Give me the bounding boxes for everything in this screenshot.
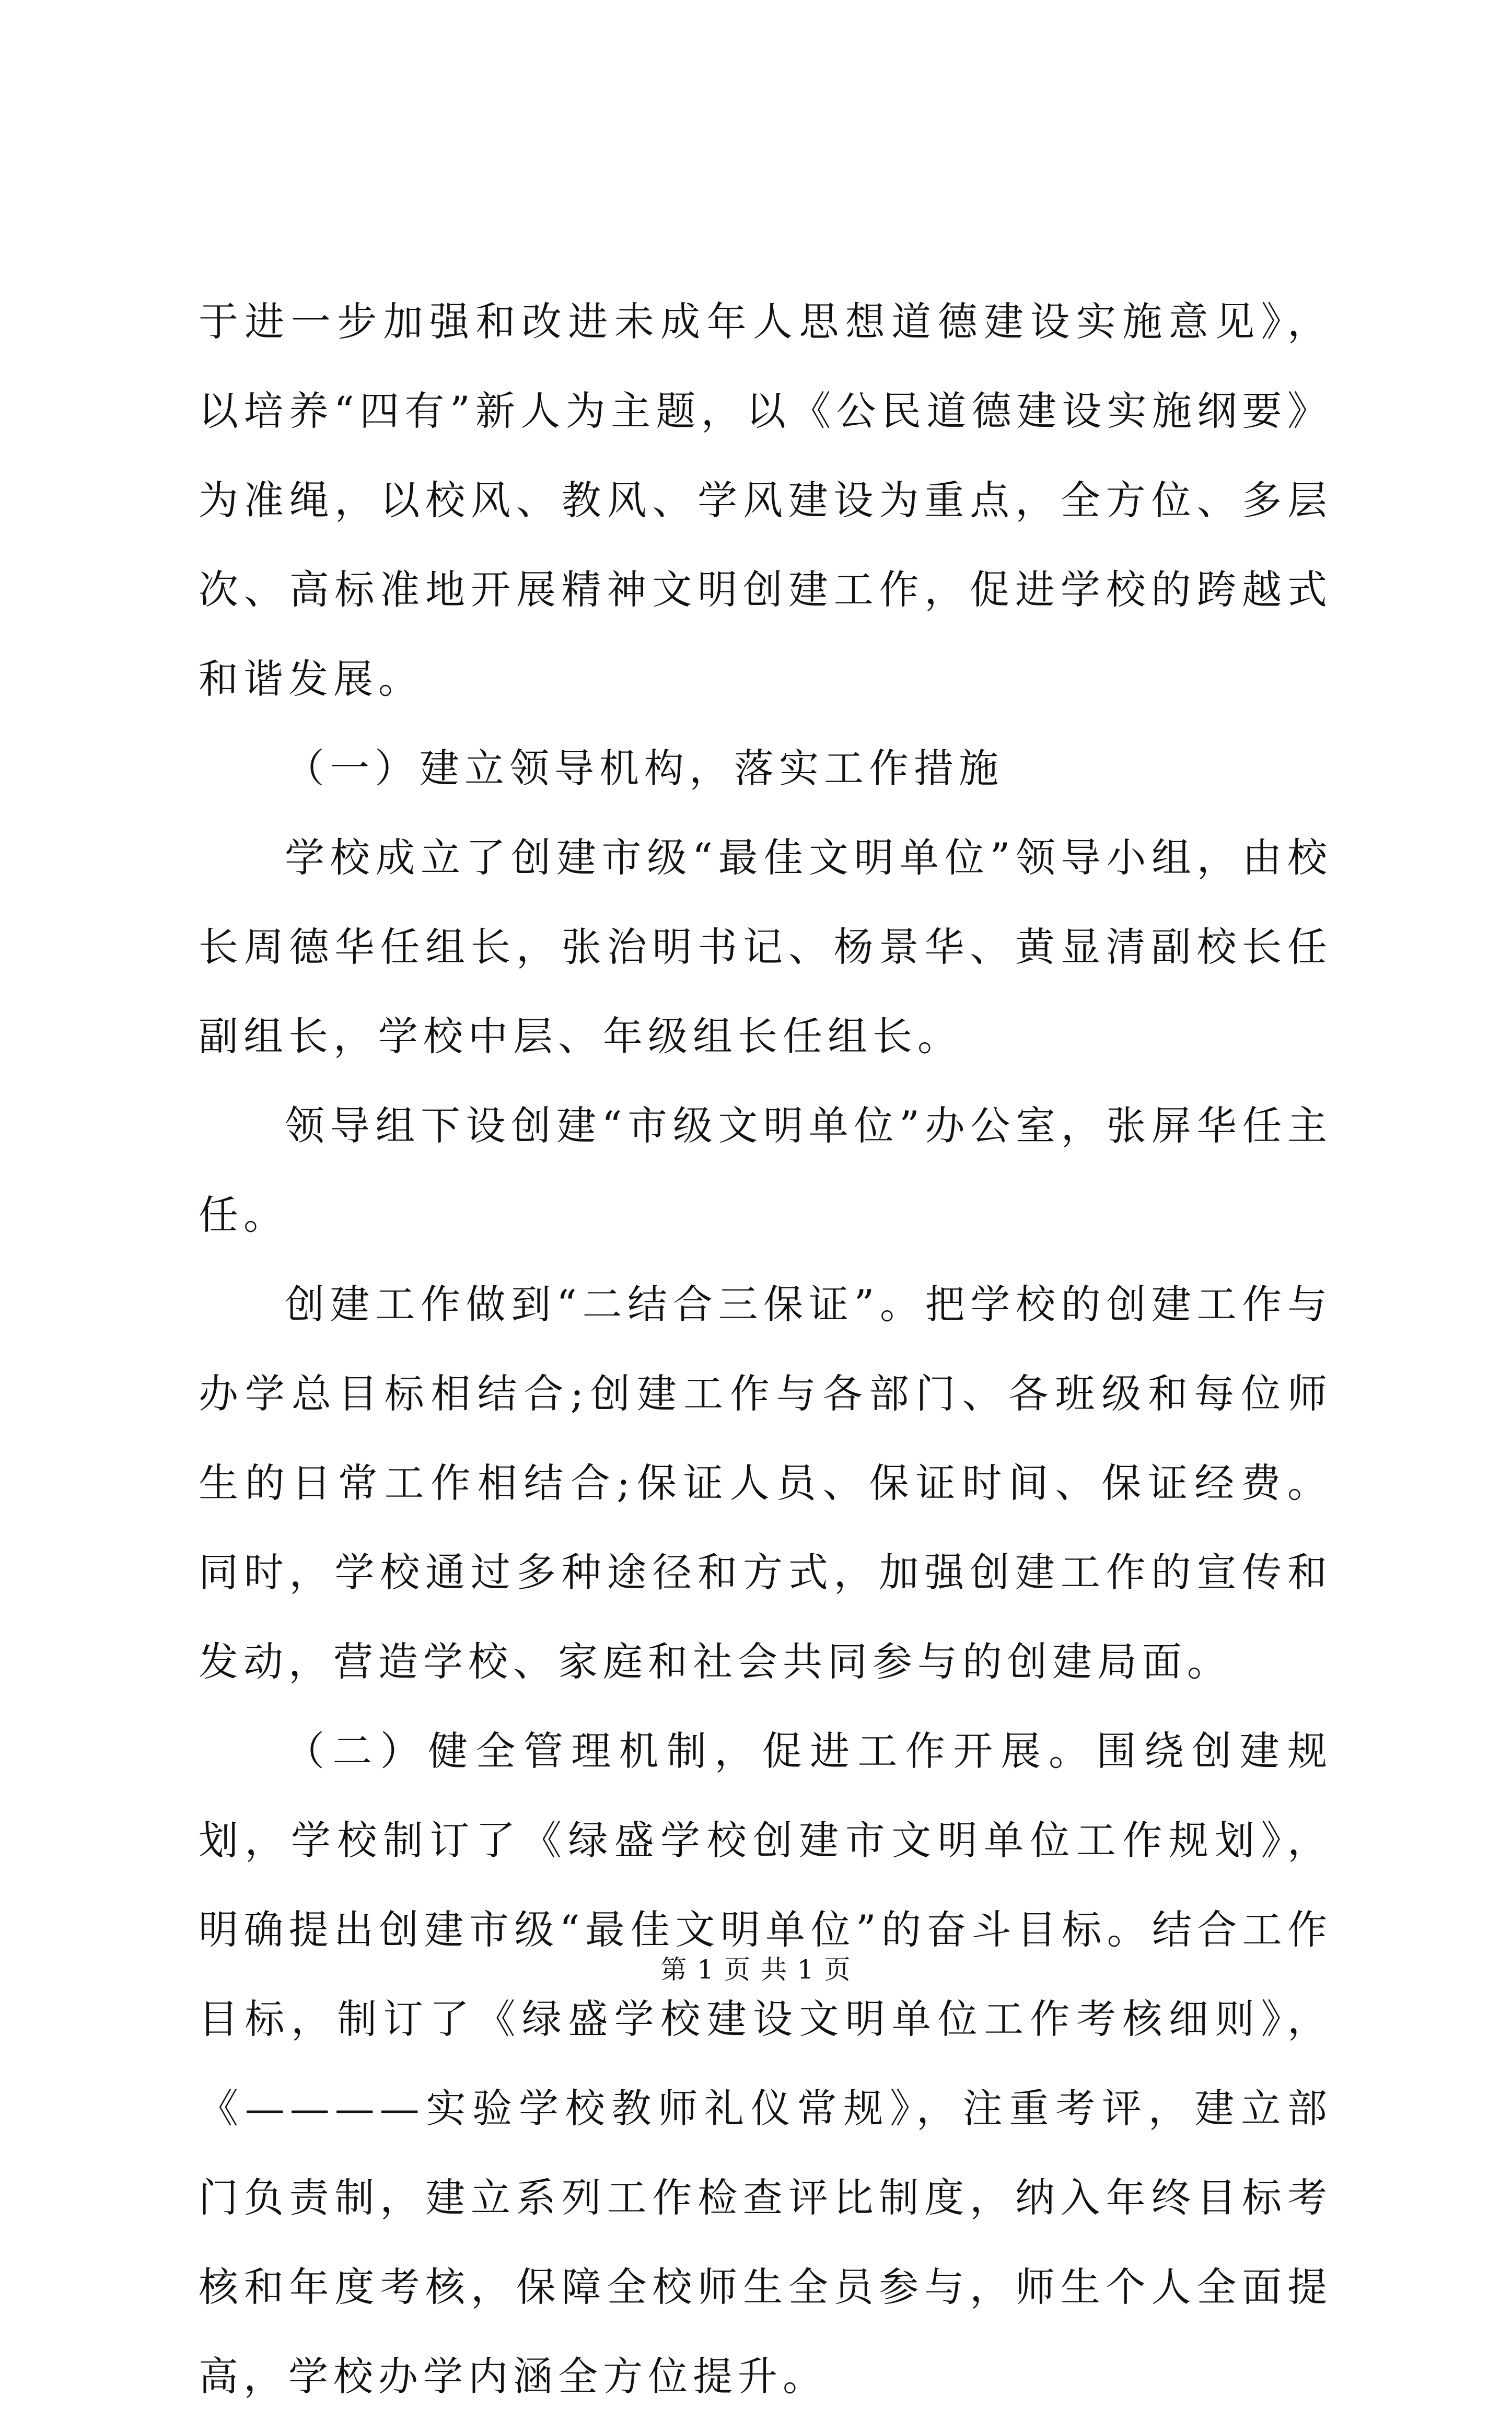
document-body [199, 277, 1332, 2421]
paragraph-two-combinations: 创建工作做到“二结合三保证”。把学校的创建工作与办学总目标相结合;创建工作与各部门、各班级和每位师生的日常工作相结合;保证人员、保证时间、保证经费。同时，学校通过多种途径和方式，加强创建工作的宣传和发动，营造学校、家庭和社会共同参与的创建局面。 [199, 1281, 1332, 1685]
paragraph-office: 领导组下设创建“市级文明单位”办公室，张屏华任主任。 [199, 1102, 1332, 1238]
paragraph-leadership-group: 学校成立了创建市级“最佳文明单位”领导小组，由校长周德华任组长，张治明书记、杨景华、黄显清副校长任副组长，学校中层、年级组长任组长。 [199, 834, 1332, 1060]
page-footer: 第 1 页 共 1 页 [660, 1954, 852, 1985]
paragraph-management-mechanism: （二）健全管理机制，促进工作开展。围绕创建规划，学校制订了《绿盛学校创建市文明单位工作规划》，明确提出创建市级“最佳文明单位”的奋斗目标。结合工作目标，制订了《绿盛学校建设文明单位工作考核细则》，《————实验学校教师礼仪常规》，注重考评，建立部门负责制，建立系列工作检查评比制度，纳入年终目标考核和年度考核，保障全校师生全员参与，师生个人全面提高，学校办学内涵全方位提升。 [199, 1728, 1332, 2400]
section-heading-1: （一）建立领导机构，落实工作措施 [285, 745, 1004, 792]
paragraph-continuation: 于进一步加强和改进未成年人思想道德建设实施意见》，以培养“四有”新人为主题，以《公民道德建设实施纲要》为准绳，以校风、教风、学风建设为重点，全方位、多层次、高标准地开展精神文明创建工作，促进学校的跨越式和谐发展。 [199, 298, 1332, 702]
